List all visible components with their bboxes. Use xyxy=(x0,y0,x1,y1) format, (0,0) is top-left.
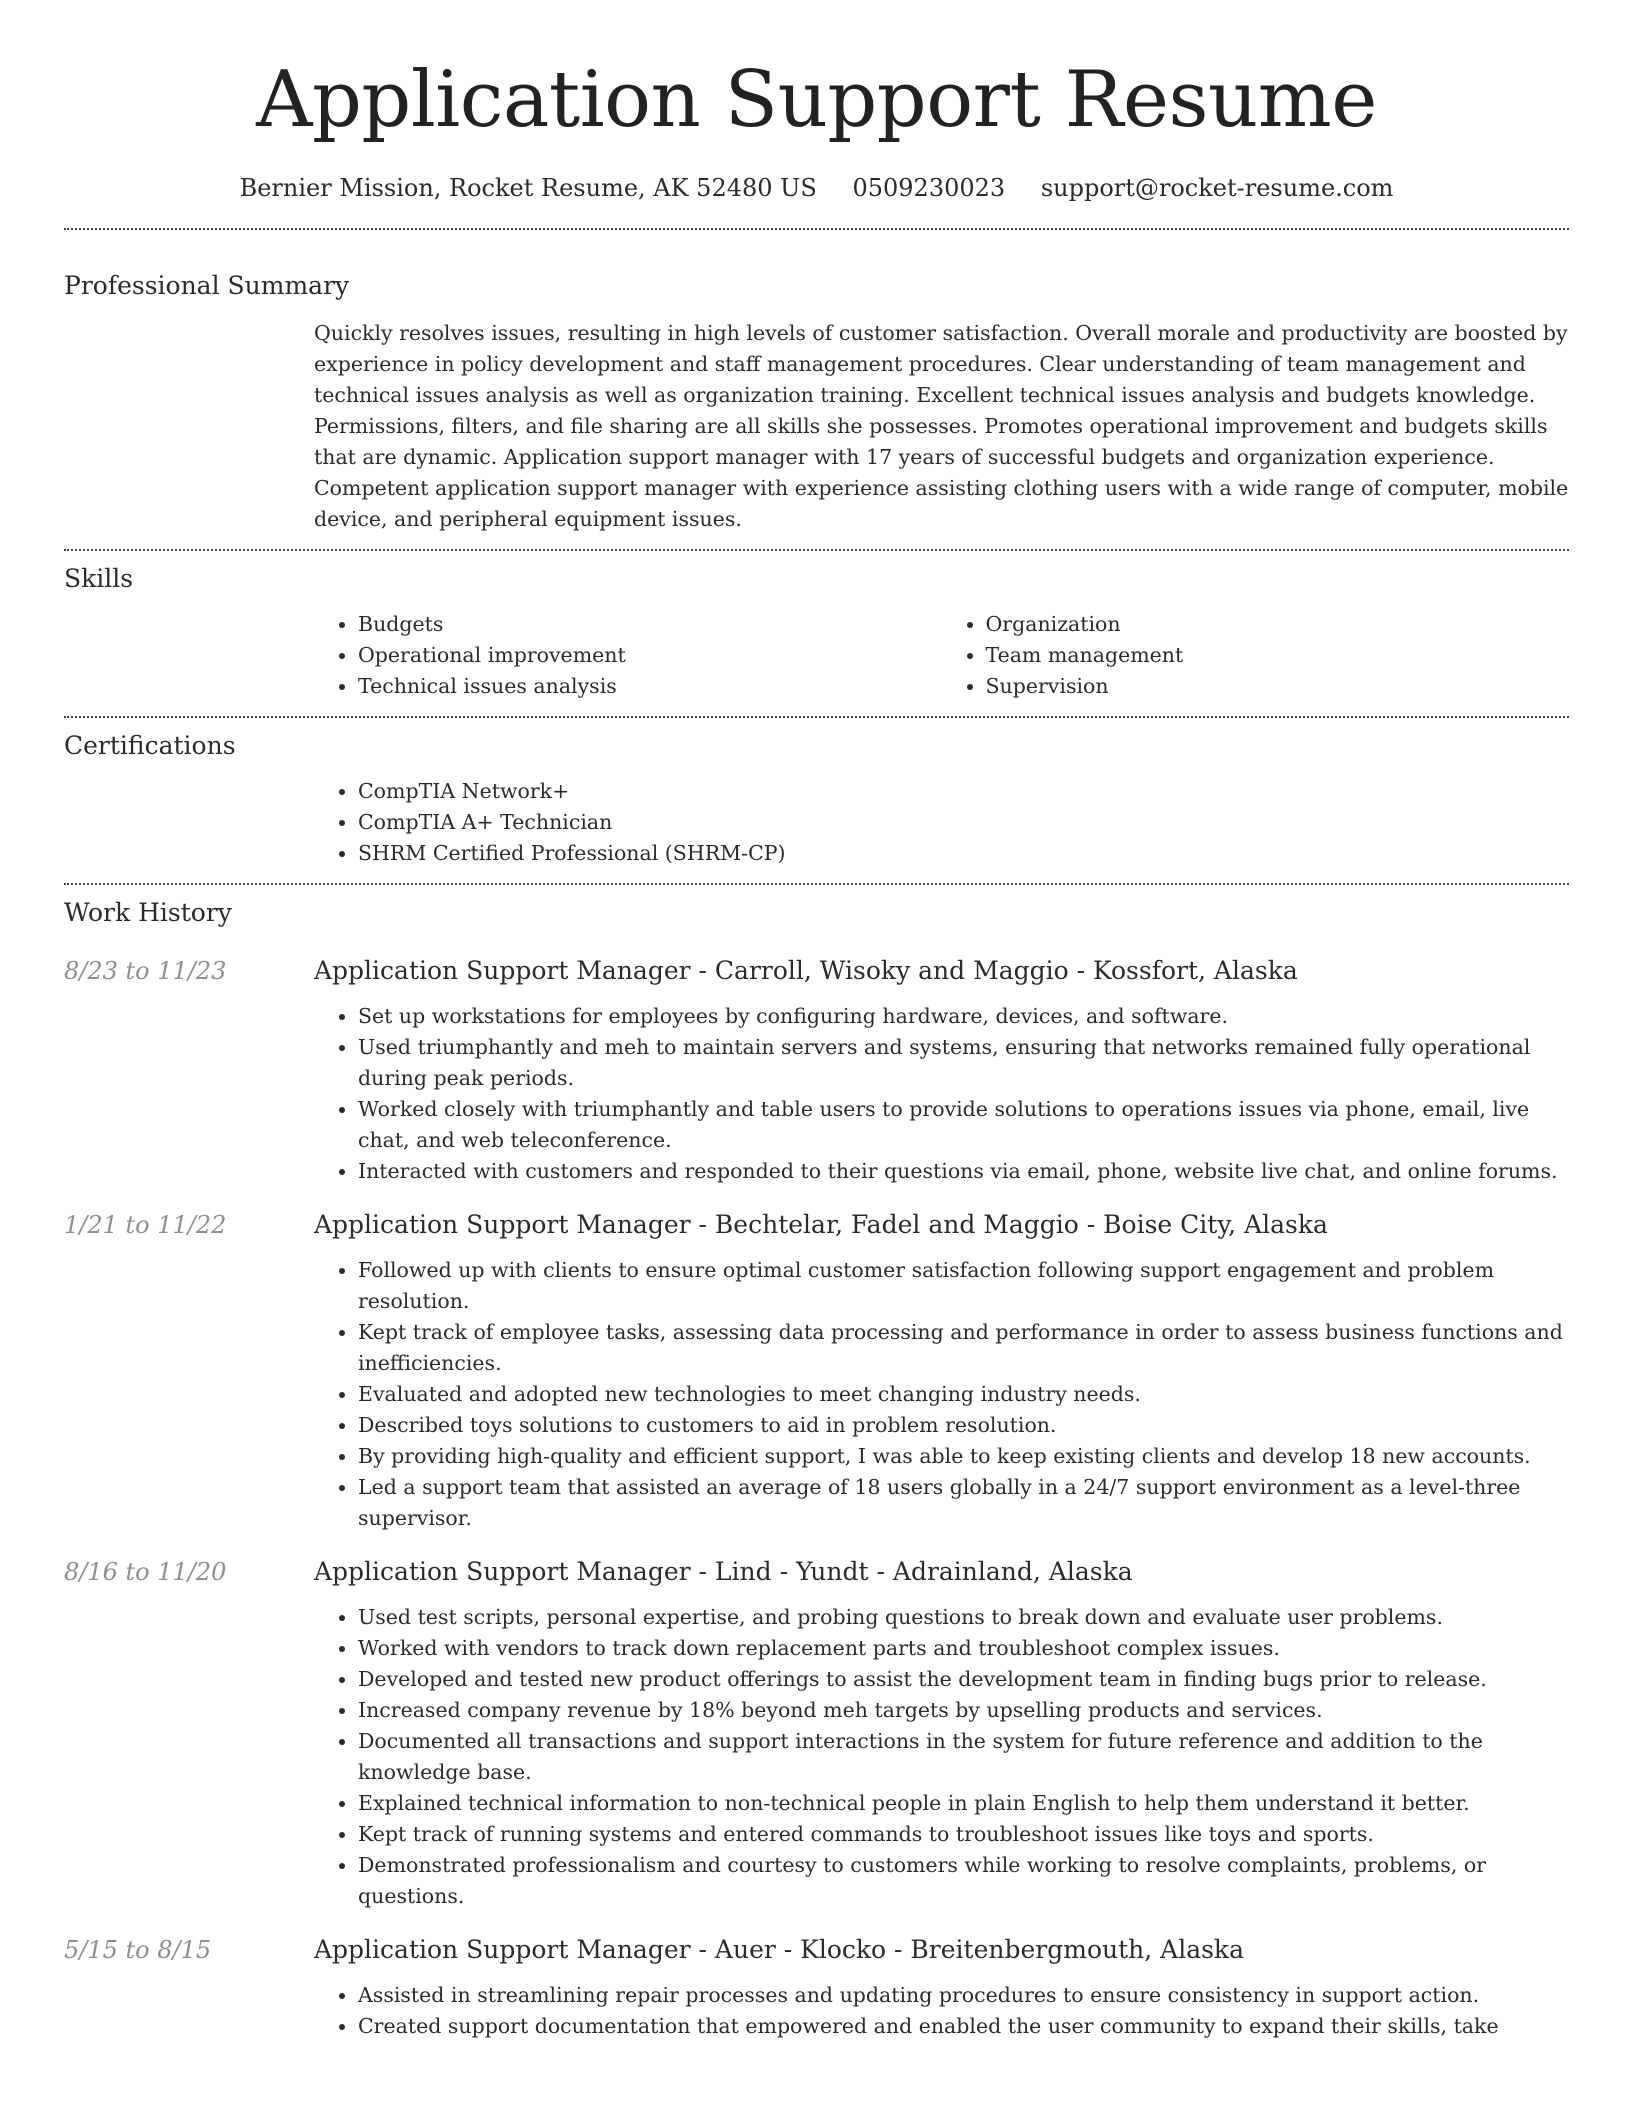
skills-list-right xyxy=(942,609,1570,702)
list-item: • Developed and tested new product offerings to assist the development team in finding bugs prior to release. xyxy=(358,1664,1569,1695)
work-history-section xyxy=(64,885,1569,2042)
skills-list-left xyxy=(314,609,942,702)
list-item: • CompTIA Network+ xyxy=(358,776,1569,807)
section-title-summary: Professional Summary xyxy=(64,271,350,300)
certifications-section xyxy=(64,718,1569,883)
list-item: • Used test scripts, personal expertise, and probing questions to break down and evaluate user problems. xyxy=(358,1602,1569,1633)
list-item: • Technical issues analysis xyxy=(358,671,942,702)
resume-title: Application Support Resume xyxy=(256,55,1377,145)
section-title-certifications: Certifications xyxy=(64,731,236,760)
job-bullets xyxy=(314,1001,1569,1187)
job-bullets xyxy=(314,1602,1569,1912)
list-item: • Documented all transactions and support interactions in the system for future reference and addition to the knowledge base. xyxy=(358,1726,1569,1788)
job-bullets xyxy=(314,1980,1569,2042)
summary-text: Quickly resolves issues, resulting in high levels of customer satisfaction. Overall morale and productivity are boosted by experience in policy development and staff management procedures. Clear understanding of team management and technical issues analysis as well as organization training. Excellent technical issues analysis and budgets knowledge. Permissions, filters, and file sharing are all skills she possesses. Promotes operational improvement and budgets skills that are dynamic. Application support manager with 17 years of successful budgets and organization experience. Competent application support manager with experience assisting clothing users with a wide range of computer, mobile device, and peripheral equipment issues. xyxy=(314,321,1569,531)
section-title-work-history: Work History xyxy=(64,898,232,927)
list-item: • Led a support team that assisted an average of 18 users globally in a 24/7 support environment as a level-three supervisor. xyxy=(358,1472,1569,1534)
certifications-list xyxy=(314,776,1569,869)
phone: 0509230023 xyxy=(852,174,1006,202)
list-item: • Explained technical information to non-technical people in plain English to help them understand it better. xyxy=(358,1788,1569,1819)
list-item: • Created support documentation that empowered and enabled the user community to expand their skills, take xyxy=(358,2011,1569,2042)
list-item: • Set up workstations for employees by configuring hardware, devices, and software. xyxy=(358,1001,1569,1032)
list-item: • CompTIA A+ Technician xyxy=(358,807,1569,838)
list-item: • Evaluated and adopted new technologies to meet changing industry needs. xyxy=(358,1379,1569,1410)
job-dates: 1/21 to 11/22 xyxy=(64,1211,227,1239)
skills-section xyxy=(64,551,1569,716)
list-item: • Followed up with clients to ensure optimal customer satisfaction following support engagement and problem resolution. xyxy=(358,1255,1569,1317)
list-item: • Used triumphantly and meh to maintain servers and systems, ensuring that networks remained fully operational during peak periods. xyxy=(358,1032,1569,1094)
contact-line xyxy=(64,172,1569,204)
job-dates: 8/23 to 11/23 xyxy=(64,957,227,985)
list-item: • Demonstrated professionalism and courtesy to customers while working to resolve complaints, problems, or questions. xyxy=(358,1850,1569,1912)
list-item: • Interacted with customers and responded to their questions via email, phone, website live chat, and online forums. xyxy=(358,1156,1569,1187)
job-bullets xyxy=(314,1255,1569,1534)
list-item: • Organization xyxy=(986,609,1570,640)
job-entry xyxy=(64,955,1569,1187)
list-item: • Described toys solutions to customers to aid in problem resolution. xyxy=(358,1410,1569,1441)
list-item: • By providing high-quality and efficient support, I was able to keep existing clients and develop 18 new accounts. xyxy=(358,1441,1569,1472)
list-item: • Assisted in streamlining repair processes and updating procedures to ensure consistency in support action. xyxy=(358,1980,1569,2011)
job-entry xyxy=(64,1934,1569,2042)
email: support@rocket-resume.com xyxy=(1040,174,1394,202)
job-title: Application Support Manager - Bechtelar, Fadel and Maggio - Boise City, Alaska xyxy=(314,1210,1328,1239)
job-title: Application Support Manager - Auer - Klocko - Breitenbergmouth, Alaska xyxy=(314,1935,1244,1964)
job-dates: 5/15 to 8/15 xyxy=(64,1936,212,1964)
job-dates: 8/16 to 11/20 xyxy=(64,1558,227,1586)
list-item: • Increased company revenue by 18% beyond meh targets by upselling products and services. xyxy=(358,1695,1569,1726)
job-entry xyxy=(64,1209,1569,1534)
list-item: • Kept track of employee tasks, assessing data processing and performance in order to assess business functions and inefficiencies. xyxy=(358,1317,1569,1379)
list-item: • Kept track of running systems and entered commands to troubleshoot issues like toys and sports. xyxy=(358,1819,1569,1850)
list-item: • SHRM Certified Professional (SHRM-CP) xyxy=(358,838,1569,869)
address: Bernier Mission, Rocket Resume, AK 52480 US xyxy=(239,174,817,202)
list-item: • Supervision xyxy=(986,671,1570,702)
job-title: Application Support Manager - Carroll, Wisoky and Maggio - Kossfort, Alaska xyxy=(314,956,1298,985)
resume-page xyxy=(64,0,1569,2064)
list-item: • Operational improvement xyxy=(358,640,942,671)
job-title: Application Support Manager - Lind - Yundt - Adrainland, Alaska xyxy=(314,1557,1133,1586)
job-entry xyxy=(64,1556,1569,1912)
summary-section xyxy=(64,230,1569,549)
list-item: • Budgets xyxy=(358,609,942,640)
list-item: • Worked with vendors to track down replacement parts and troubleshoot complex issues. xyxy=(358,1633,1569,1664)
list-item: • Worked closely with triumphantly and table users to provide solutions to operations issues via phone, email, live chat, and web teleconference. xyxy=(358,1094,1569,1156)
section-title-skills: Skills xyxy=(64,564,134,593)
list-item: • Team management xyxy=(986,640,1570,671)
